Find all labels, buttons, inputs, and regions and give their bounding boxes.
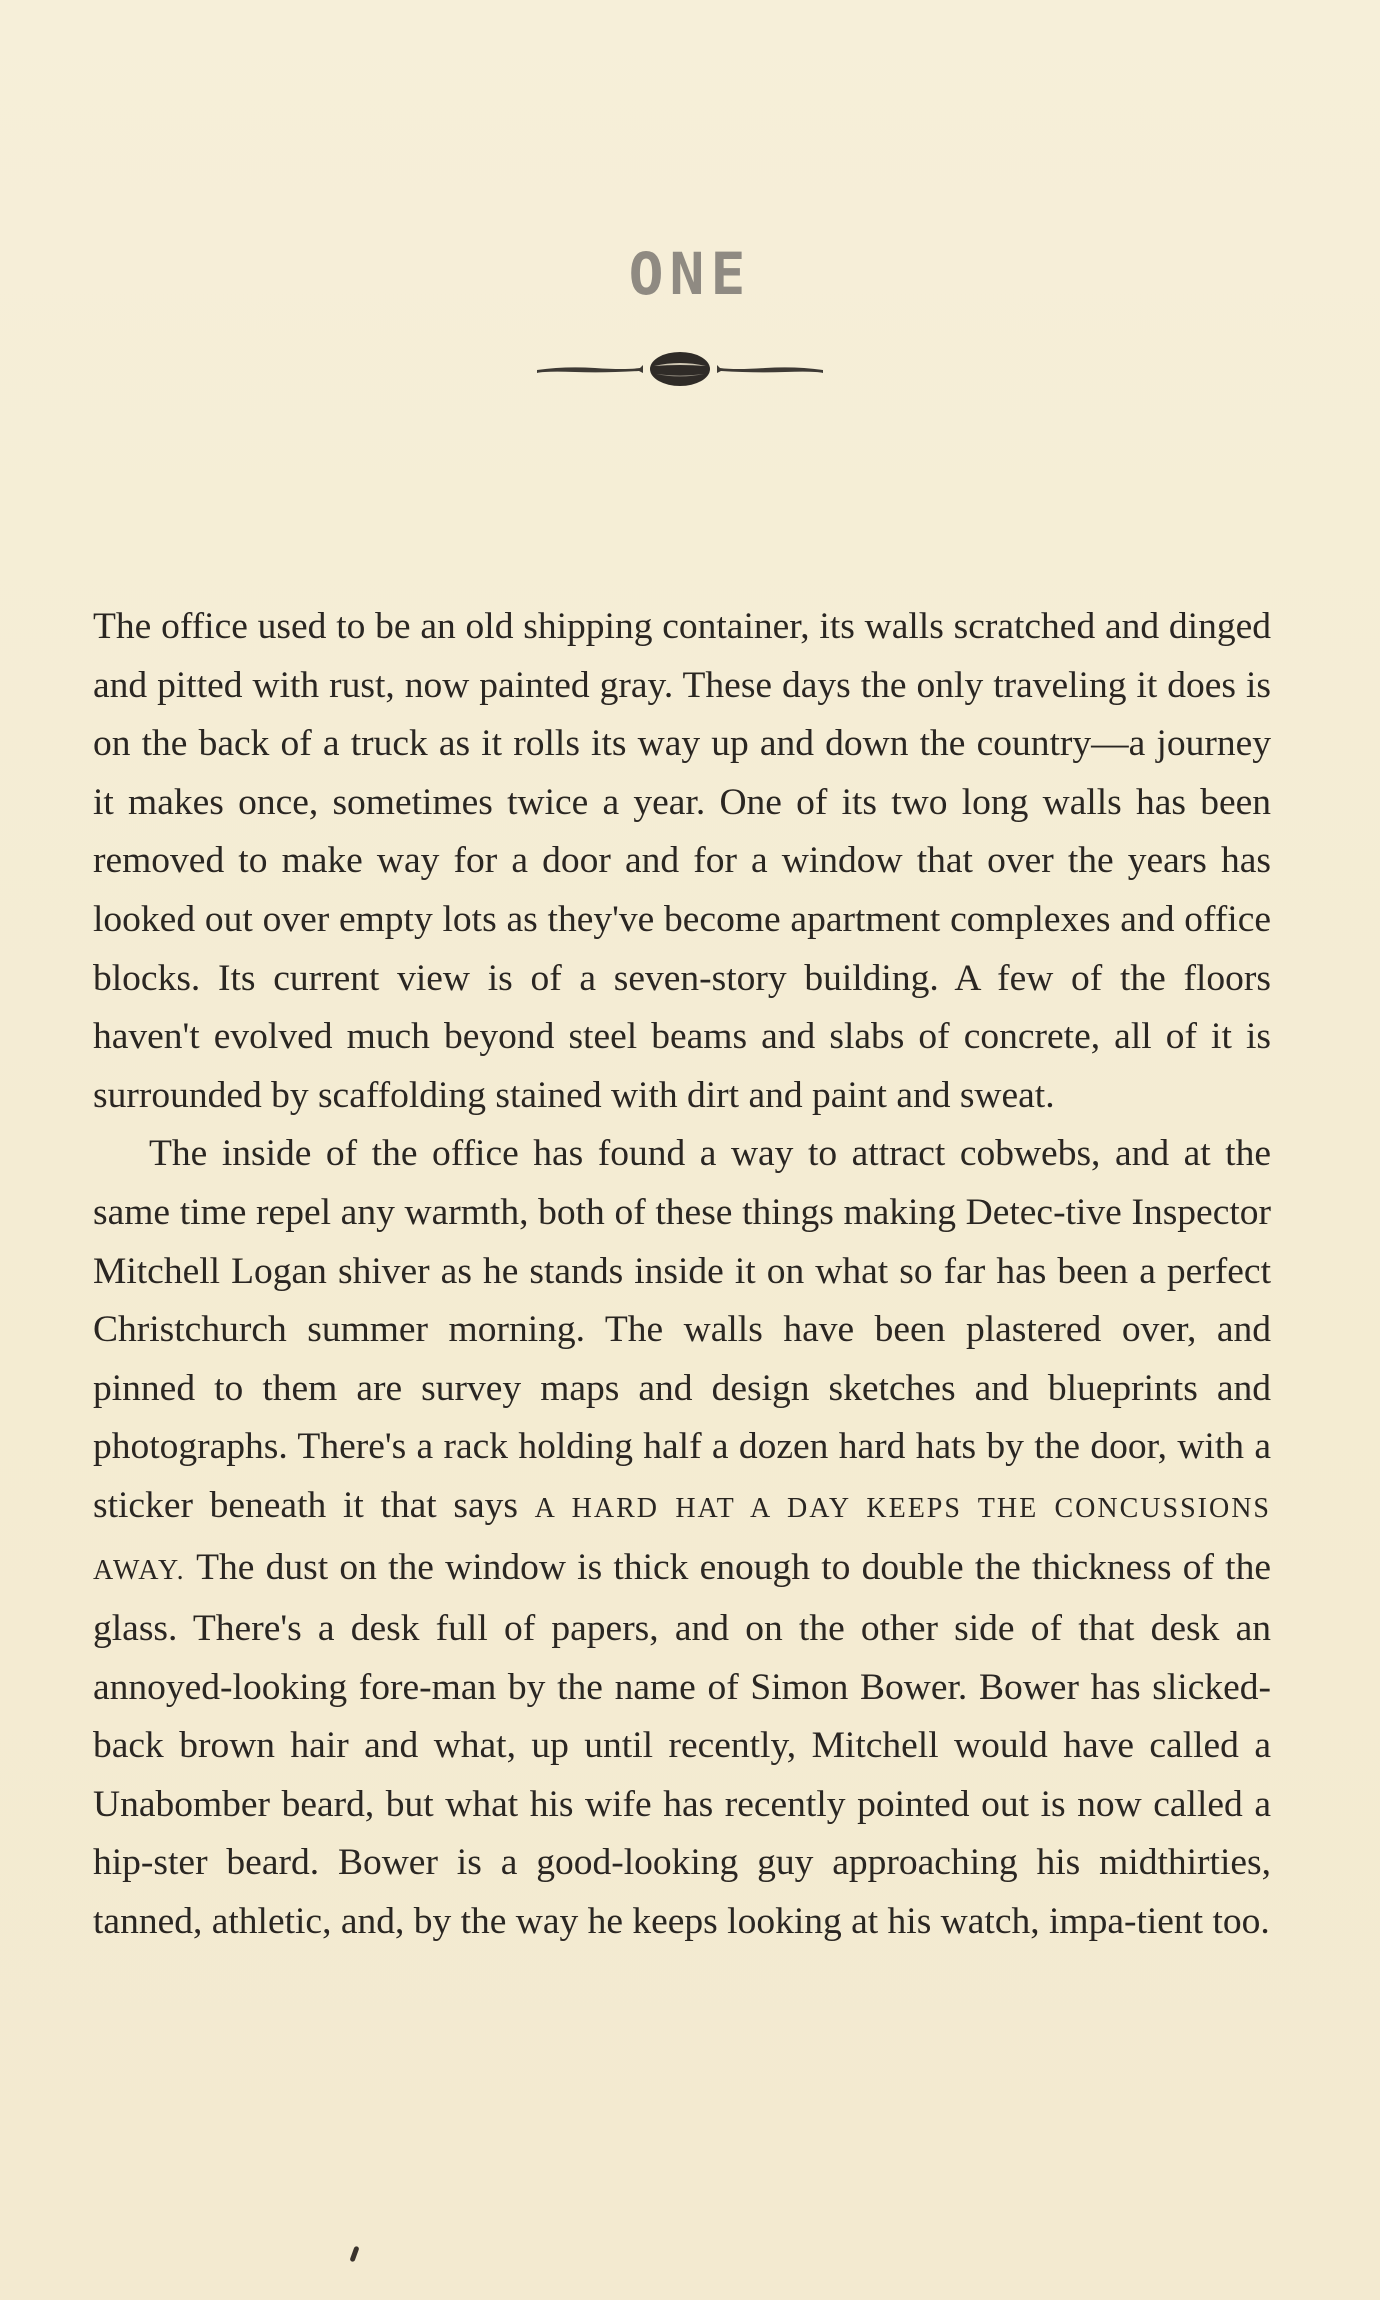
chapter-ornament-icon — [535, 344, 825, 394]
chapter-title: ONE — [628, 240, 752, 308]
paragraph-2-text-before: The inside of the office has found a way to attract cobwebs, and at the same time repel any warmth, both of these things making Detec-tive Inspector Mitchell Logan shiver as he stands inside it on what so far has been a perfect Christchurch summer morning. The walls have been plastered over, and pinned to them are survey maps and design sketches and blueprints and photographs. There's a rack holding half a dozen hard hats by the door, with a sticker beneath it that says — [93, 1133, 1271, 1526]
paragraph-2-text-after: The dust on the window is thick enough to double the thickness of the glass. There's a desk full of papers, and on the other side of that desk an annoyed-looking fore-man by the name of Simon Bower. Bower has slicked-back brown hair and what, up until recently, Mitchell would have called a Unabomber beard, but what his wife has recently pointed out is now called a hip-ster beard. Bower is a good-looking guy approaching his midthirties, tanned, athletic, and, by the way he keeps looking at his watch, impa-tient too. — [93, 1546, 1271, 1943]
ink-speck — [349, 2246, 359, 2263]
sticker-text: A HARD HAT A DAY KEEPS THE CONCUSSIONS AWAY. — [93, 1492, 1272, 1586]
paragraph-2 — [93, 1125, 1271, 1951]
paragraph-1: The office used to be an old shipping container, its walls scratched and dinged and pitted with rust, now painted gray. These days the only traveling it does is on the back of a truck as it rolls its way up and down the country—a journey it makes once, sometimes twice a year. One of its two long walls has been removed to make way for a door and for a window that over the years has looked out over empty lots as they've become apartment complexes and office blocks. Its current view is of a seven-story building. A few of the floors haven't evolved much beyond steel beams and slabs of concrete, all of it is surrounded by scaffolding stained with dirt and paint and sweat. — [93, 606, 1271, 1116]
chapter-body-text — [93, 598, 1271, 1952]
